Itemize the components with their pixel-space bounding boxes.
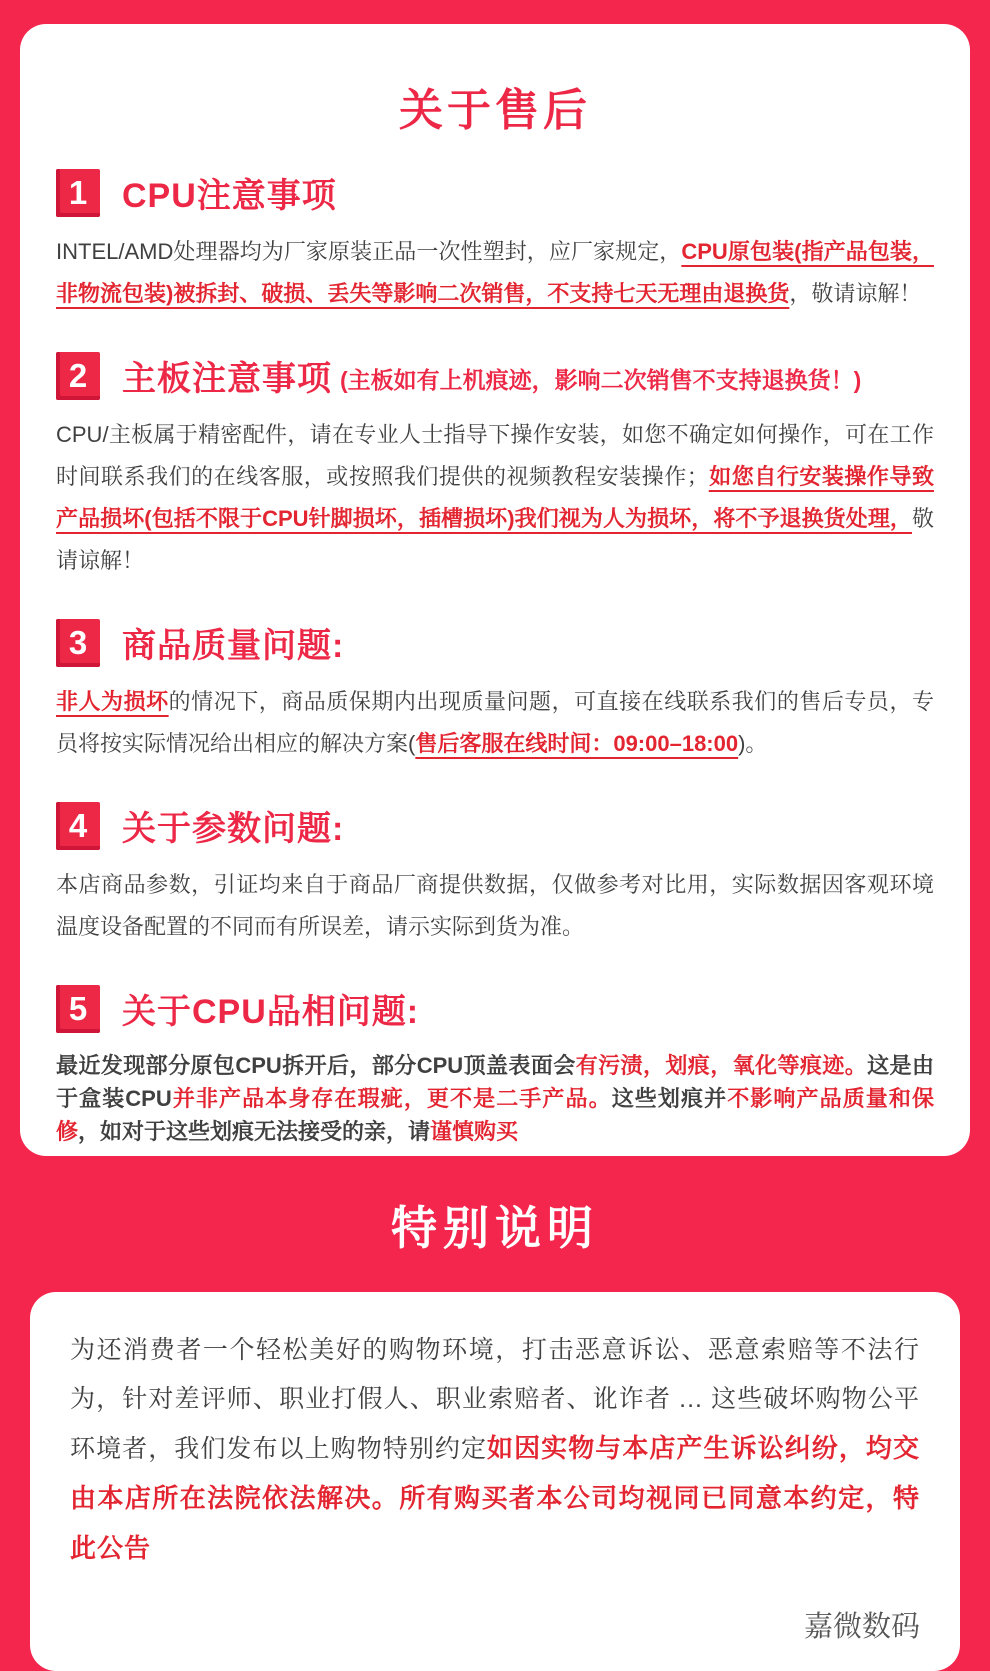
section-header (56, 168, 934, 217)
section-parameter-issues (56, 801, 934, 948)
page-frame (0, 24, 990, 1643)
aftersales-card (20, 24, 970, 1156)
section-title: 关于CPU品相问题: (122, 993, 420, 1031)
section-number-badge: 1 (56, 169, 100, 217)
text-segment: 的情况下，商品质保期内出现质量问题，可直接在线联系我们的售后专员，专员将按实际情况给出相应的解决方案( (56, 689, 934, 756)
text-segment: 有污渍，划痕，氧化等痕迹。 (575, 1053, 868, 1078)
section-body (56, 681, 934, 765)
section-title: 关于参数问题: (122, 810, 345, 848)
section-motherboard-notes (56, 351, 934, 582)
section-number-badge: 2 (56, 352, 100, 400)
text-segment: 不影响产品质量和保修 (56, 1086, 934, 1144)
text-segment: ，敬请谅解！ (789, 281, 922, 306)
section-cpu-notes (56, 168, 934, 315)
text-segment: INTEL/AMD处理器均为厂家原装正品一次性塑封，应厂家规定， (56, 239, 682, 264)
section-header (56, 351, 934, 400)
text-segment: 并非产品本身存在瑕疵，更不是二手产品。 (171, 1086, 612, 1111)
section-title: 商品质量问题: (122, 627, 345, 665)
text-segment: 最近发现部分原包CPU拆开后，部分CPU顶盖表面会 (56, 1053, 576, 1078)
section-body (56, 231, 934, 315)
section-cpu-appearance (56, 984, 934, 1148)
section-body (56, 864, 934, 948)
section-header (56, 801, 934, 850)
section-body (56, 1049, 934, 1148)
text-segment: 非人为损坏 (56, 689, 169, 714)
special-notice-card (30, 1292, 960, 1671)
text-segment: 这些划痕并 (611, 1086, 728, 1111)
special-notice-body (70, 1326, 920, 1574)
section-number-badge: 5 (56, 985, 100, 1033)
text-segment: )。 (738, 731, 768, 756)
section-quality-issues (56, 618, 934, 765)
text-segment: 如因实物与本店产生诉讼纠纷，均交由本店所在法院依法解决。所有购买者本公司均视同已同意本约定，特此公告 (70, 1433, 920, 1563)
text-segment: CPU原包装(指产品包装，非物流包装)被拆封、破损、丢失等影响二次销售，不支持七天无理由退换货 (56, 239, 934, 306)
section-header (56, 618, 934, 667)
text-segment: 售后客服在线时间：09:00–18:00 (415, 731, 739, 756)
store-signature: 嘉微数码 (803, 1611, 920, 1643)
section-title: 主板注意事项 (122, 360, 332, 398)
text-segment: 为还消费者一个轻松美好的购物环境，打击恶意诉讼、恶意索赔等不法行为，针对差评师、职业打假人、职业索赔者、讹诈者 ... 这些破坏购物公平环境者，我们发布以上购物特别约定 (70, 1336, 920, 1463)
text-segment: ，如对于这些划痕无法接受的亲，请 (78, 1119, 431, 1144)
text-segment: 敬请谅解！ (56, 506, 934, 573)
special-notice-title: 特别说明 (391, 1202, 599, 1254)
section-header (56, 984, 934, 1033)
text-segment: 本店商品参数，引证均来自于商品厂商提供数据，仅做参考对比用，实际数据因客观环境温度设备配置的不同而有所误差，请示实际到货为准。 (56, 872, 934, 939)
section-number-badge: 4 (56, 802, 100, 850)
section-subtitle: (主板如有上机痕迹，影响二次销售不支持退换货！) (340, 367, 862, 393)
text-segment: CPU/主板属于精密配件，请在专业人士指导下操作安装，如您不确定如何操作，可在工作时间联系我们的在线客服，或按照我们提供的视频教程安装操作； (56, 422, 934, 489)
text-segment: 如您自行安装操作导致产品损坏(包括不限于CPU针脚损坏，插槽损坏)我们视为人为损坏，将不予退换货处理， (56, 464, 934, 531)
text-segment: 谨慎购买 (430, 1119, 519, 1144)
text-segment: 这是由于盒装CPU (56, 1053, 934, 1111)
section-title: CPU注意事项 (122, 177, 337, 215)
section-number-badge: 3 (56, 619, 100, 667)
section-body (56, 414, 934, 582)
page-title: 关于售后 (399, 86, 591, 135)
